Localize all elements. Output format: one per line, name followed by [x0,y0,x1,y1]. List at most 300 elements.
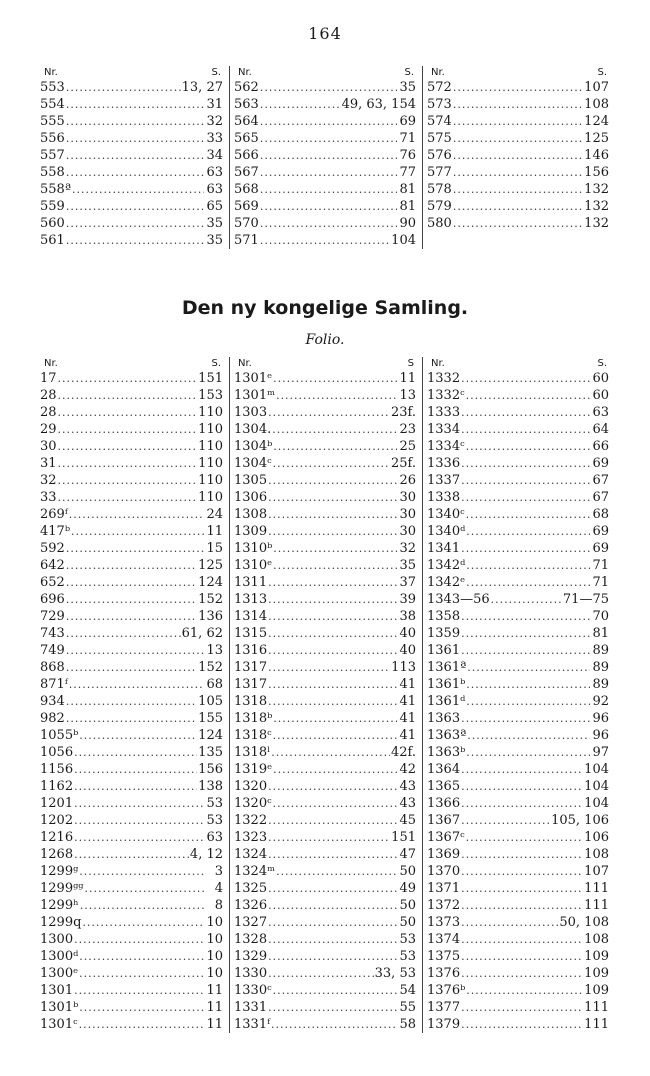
dot-leader [466,693,590,710]
dot-leader [461,421,590,438]
index-entry [234,727,416,744]
dot-leader [461,625,590,642]
dot-leader [268,506,397,523]
index-entry [427,846,609,863]
index-column [36,357,229,1033]
entry-page: 55 [399,1000,416,1015]
entry-page: 138 [198,779,223,794]
dot-leader [461,863,583,880]
entry-page: 50 [399,864,416,879]
dot-leader [268,523,397,540]
entry-page: 26 [399,473,416,488]
entry-number: 28 [40,405,57,420]
entry-number: 1332ᶜ [427,388,465,403]
index-entry [427,727,609,744]
entry-number: 561 [40,233,65,248]
dot-leader [74,829,204,846]
header-s: S. [597,358,607,369]
index-entry [427,506,609,523]
entry-page: 47 [399,847,416,862]
entry-number: 868 [40,660,65,675]
dot-leader [69,676,204,693]
index-entry [40,438,223,455]
dot-leader [466,557,590,574]
dot-leader [66,130,204,147]
header-s: S. [211,67,221,78]
dot-leader [453,79,583,96]
dot-leader [461,642,590,659]
entry-page: 111 [584,881,609,896]
entry-page: 40 [399,626,416,641]
entry-number: 1329 [234,949,268,964]
entry-number: 1162 [40,779,74,794]
entry-number: 1322 [234,813,268,828]
index-entry [40,863,223,880]
dot-leader [66,659,197,676]
index-entry [234,795,416,812]
index-entry [234,846,416,863]
entry-page: 30 [399,490,416,505]
entry-page: 50 [399,898,416,913]
entry-number: 1055ᵇ [40,728,79,743]
dot-leader [66,147,204,164]
entry-page: 156 [584,165,609,180]
entry-number: 1299q [40,915,82,930]
index-entry [40,727,223,744]
dot-leader [260,198,397,215]
entry-page: 97 [592,745,609,760]
index-entry [40,642,223,659]
entry-number: 592 [40,541,65,556]
entry-page: 107 [584,864,609,879]
entry-page: 89 [592,643,609,658]
entry-page: 11 [399,371,416,386]
index-entry [427,982,609,999]
index-entry [40,625,223,642]
dot-leader [58,370,198,387]
entry-number: 555 [40,114,65,129]
index-entry [234,676,416,693]
index-column [229,357,422,1033]
dot-leader [273,370,397,387]
entry-number: 1301ᵇ [40,1000,79,1015]
index-entry [234,948,416,965]
entry-page: 50 [399,915,416,930]
index-entry [40,999,223,1016]
header-nr: Nr. [238,67,252,78]
index-entry [234,370,416,387]
entry-page: 132 [584,182,609,197]
entry-number: 1376 [427,966,461,981]
entry-number: 562 [234,80,259,95]
entry-page: 151 [391,830,416,845]
entry-number: 1320ᶜ [234,796,272,811]
entry-page: 10 [206,966,223,981]
dot-leader [276,863,397,880]
index-entry [427,1016,609,1033]
header-s: S. [404,67,414,78]
entry-page: 23 [399,422,416,437]
entry-page: 81 [399,182,416,197]
entry-number: 1336 [427,456,461,471]
entry-page: 124 [198,728,223,743]
header-s: S. [211,358,221,369]
entry-page: 108 [584,847,609,862]
index-entry [234,829,416,846]
entry-number: 1325 [234,881,268,896]
header-nr: Nr. [44,67,58,78]
entry-page: 152 [198,592,223,607]
index-entry [40,404,223,421]
index-entry [40,130,223,147]
index-entry [234,438,416,455]
index-entry [427,710,609,727]
index-entry [40,982,223,999]
dot-leader [461,761,583,778]
index-entry [40,540,223,557]
index-entry [40,79,223,96]
entry-number: 1374 [427,932,461,947]
index-entry [40,659,223,676]
entry-number: 1333 [427,405,461,420]
dot-leader [273,438,397,455]
entry-number: 1371 [427,881,461,896]
dot-leader [74,778,197,795]
entry-number: 1304ᶜ [234,456,272,471]
dot-leader [268,846,397,863]
dot-leader [58,421,198,438]
column-rows [40,79,223,249]
dot-leader [268,489,397,506]
entry-number: 1338 [427,490,461,505]
entry-page: 104 [391,233,416,248]
entry-number: 1301ᵐ [234,388,276,403]
entry-page: 32 [206,114,223,129]
dot-leader [273,557,397,574]
entry-page: 34 [206,148,223,163]
dot-leader [58,387,198,404]
entry-number: 559 [40,199,65,214]
section-title: Den ny kongelige Samling. [181,297,469,319]
column-header [234,66,416,79]
index-entry [234,999,416,1016]
entry-page: 38 [399,609,416,624]
dot-leader [273,982,397,999]
entry-page: 124 [584,114,609,129]
dot-leader [453,164,583,181]
index-entry [427,761,609,778]
index-entry [40,198,223,215]
dot-leader [271,1016,397,1033]
entry-page: 96 [592,728,609,743]
dot-leader [453,147,583,164]
dot-leader [271,744,390,761]
entry-number: 572 [427,80,452,95]
index-entry [40,693,223,710]
index-entry [40,421,223,438]
entry-number: 1331 [234,1000,268,1015]
index-entry [234,863,416,880]
index-entry [427,198,609,215]
index-entry [234,523,416,540]
index-entry [40,914,223,931]
dot-leader [79,727,197,744]
index-entry [40,1016,223,1033]
entry-page: 96 [592,711,609,726]
entry-number: 1326 [234,898,268,913]
entry-number: 1311 [234,575,268,590]
index-entry [234,387,416,404]
index-entry [427,387,609,404]
entry-number: 1358 [427,609,461,624]
entry-number: 29 [40,422,57,437]
dot-leader [491,591,562,608]
dot-leader [453,215,583,232]
entry-number: 1363ᵇ [427,745,466,760]
entry-number: 565 [234,131,259,146]
dot-leader [84,880,204,897]
entry-number: 1306 [234,490,268,505]
dot-leader [268,659,390,676]
entry-page: 58 [399,1017,416,1032]
index-entry [40,387,223,404]
entry-page: 60 [592,388,609,403]
index-entry [40,795,223,812]
dot-leader [260,113,397,130]
index-entry [40,948,223,965]
index-entry [234,1016,416,1033]
dot-leader [453,113,583,130]
entry-page: 69 [592,524,609,539]
dot-leader [466,523,590,540]
entry-number: 1305 [234,473,268,488]
index-entry [427,540,609,557]
dot-leader [268,693,397,710]
index-entry [234,164,416,181]
index-entry [40,931,223,948]
entry-page: 146 [584,148,609,163]
entry-page: 4 [214,881,223,896]
entry-number: 1337 [427,473,461,488]
entry-page: 41 [399,694,416,709]
entry-page: 155 [198,711,223,726]
entry-number: 1201 [40,796,74,811]
index-entry [427,455,609,472]
entry-page: 35 [206,233,223,248]
dot-leader [260,164,397,181]
entry-page: 110 [198,473,223,488]
index-entry [427,574,609,591]
dot-leader [466,676,590,693]
index-entry [234,931,416,948]
entry-page: 45 [399,813,416,828]
index-entry [427,778,609,795]
entry-number: 1373 [427,915,461,930]
dot-leader [467,727,590,744]
entry-page: 63 [206,182,223,197]
index-entry [234,982,416,999]
dot-leader [66,608,197,625]
entry-page: 41 [399,728,416,743]
entry-page: 70 [592,609,609,624]
entry-number: 1327 [234,915,268,930]
dot-leader [461,931,583,948]
dot-leader [466,438,590,455]
dot-leader [66,198,204,215]
index-entry [40,96,223,113]
entry-number: 1318ˡ [234,745,271,760]
index-entry [234,710,416,727]
index-entry [427,489,609,506]
entry-number: 1331ᶠ [234,1017,270,1032]
entry-page: 107 [584,80,609,95]
dot-leader [272,421,397,438]
dot-leader [82,914,204,931]
entry-page: 53 [399,932,416,947]
entry-page: 32 [399,541,416,556]
entry-page: 132 [584,216,609,231]
entry-number: 1301ᵉ [234,371,273,386]
entry-number: 1342ᵈ [427,558,466,573]
index-entry [427,96,609,113]
dot-leader [79,1016,204,1033]
index-entry [234,113,416,130]
entry-number: 1376ᵇ [427,983,466,998]
index-entry [40,829,223,846]
entry-number: 696 [40,592,65,607]
entry-page: 109 [584,966,609,981]
index-entry [234,880,416,897]
entry-page: 109 [584,949,609,964]
dot-leader [66,625,181,642]
dot-leader [260,147,397,164]
header-s: S [407,358,414,369]
index-entry [40,164,223,181]
entry-number: 1216 [40,830,74,845]
dot-leader [461,965,583,982]
entry-page: 31 [206,97,223,112]
index-entry [234,79,416,96]
entry-page: 68 [592,507,609,522]
entry-page: 69 [399,114,416,129]
dot-leader [268,829,390,846]
entry-page: 92 [592,694,609,709]
entry-number: 1309 [234,524,268,539]
dot-leader [79,965,204,982]
entry-number: 1304ᵇ [234,439,273,454]
entry-page: 110 [198,439,223,454]
dot-leader [466,982,583,999]
entry-page: 105 [198,694,223,709]
dot-leader [453,130,583,147]
entry-page: 124 [198,575,223,590]
index-entry [234,625,416,642]
dot-leader [260,215,397,232]
entry-number: 30 [40,439,57,454]
dot-leader [66,591,197,608]
dot-leader [461,608,590,625]
entry-number: 1370 [427,864,461,879]
entry-number: 1334ᶜ [427,439,465,454]
index-entry [427,370,609,387]
dot-leader [268,608,397,625]
entry-number: 1056 [40,745,74,760]
index-entry [40,181,223,198]
entry-number: 1299ᵍᵍ [40,881,84,896]
dot-leader [273,540,397,557]
entry-number: 566 [234,148,259,163]
entry-page: 81 [592,626,609,641]
index-entry [427,404,609,421]
entry-number: 1315 [234,626,268,641]
index-entry [40,880,223,897]
entry-number: 1363ª [427,728,467,743]
entry-page: 10 [206,949,223,964]
index-entry [40,761,223,778]
entry-number: 269ᶠ [40,507,68,522]
dot-leader [466,574,590,591]
index-entry [40,608,223,625]
entry-number: 576 [427,148,452,163]
entry-page: 151 [198,371,223,386]
entry-number: 567 [234,165,259,180]
dot-leader [268,931,397,948]
entry-number: 575 [427,131,452,146]
entry-number: 1300ᵉ [40,966,79,981]
entry-page: 33, 53 [374,966,416,981]
dot-leader [466,506,590,523]
entry-number: 749 [40,643,65,658]
entry-page: 67 [592,490,609,505]
index-entry [40,370,223,387]
index-entry [234,232,416,249]
dot-leader [69,506,204,523]
entry-number: 982 [40,711,65,726]
entry-number: 729 [40,609,65,624]
dot-leader [461,455,590,472]
index-entry [40,778,223,795]
column-rows [427,79,609,232]
index-entry [427,438,609,455]
entry-page: 61, 62 [181,626,223,641]
dot-leader [461,540,590,557]
entry-page: 69 [592,541,609,556]
entry-number: 1330 [234,966,268,981]
entry-page: 54 [399,983,416,998]
index-entry [234,591,416,608]
entry-number: 1340ᵈ [427,524,466,539]
entry-page: 111 [584,1000,609,1015]
column-header [40,66,223,79]
index-entry [234,489,416,506]
dot-leader [276,387,397,404]
dot-leader [461,472,590,489]
entry-number: 574 [427,114,452,129]
dot-leader [74,931,204,948]
entry-number: 1299ᵍ [40,864,79,879]
entry-number: 1377 [427,1000,461,1015]
entry-page: 71 [399,131,416,146]
dot-leader [260,130,397,147]
entry-page: 111 [584,1017,609,1032]
dot-leader [74,744,197,761]
entry-number: 1323 [234,830,268,845]
index-entry [427,591,609,608]
entry-number: 1364 [427,762,461,777]
dot-leader [461,710,590,727]
entry-page: 108 [584,97,609,112]
entry-number: 28 [40,388,57,403]
